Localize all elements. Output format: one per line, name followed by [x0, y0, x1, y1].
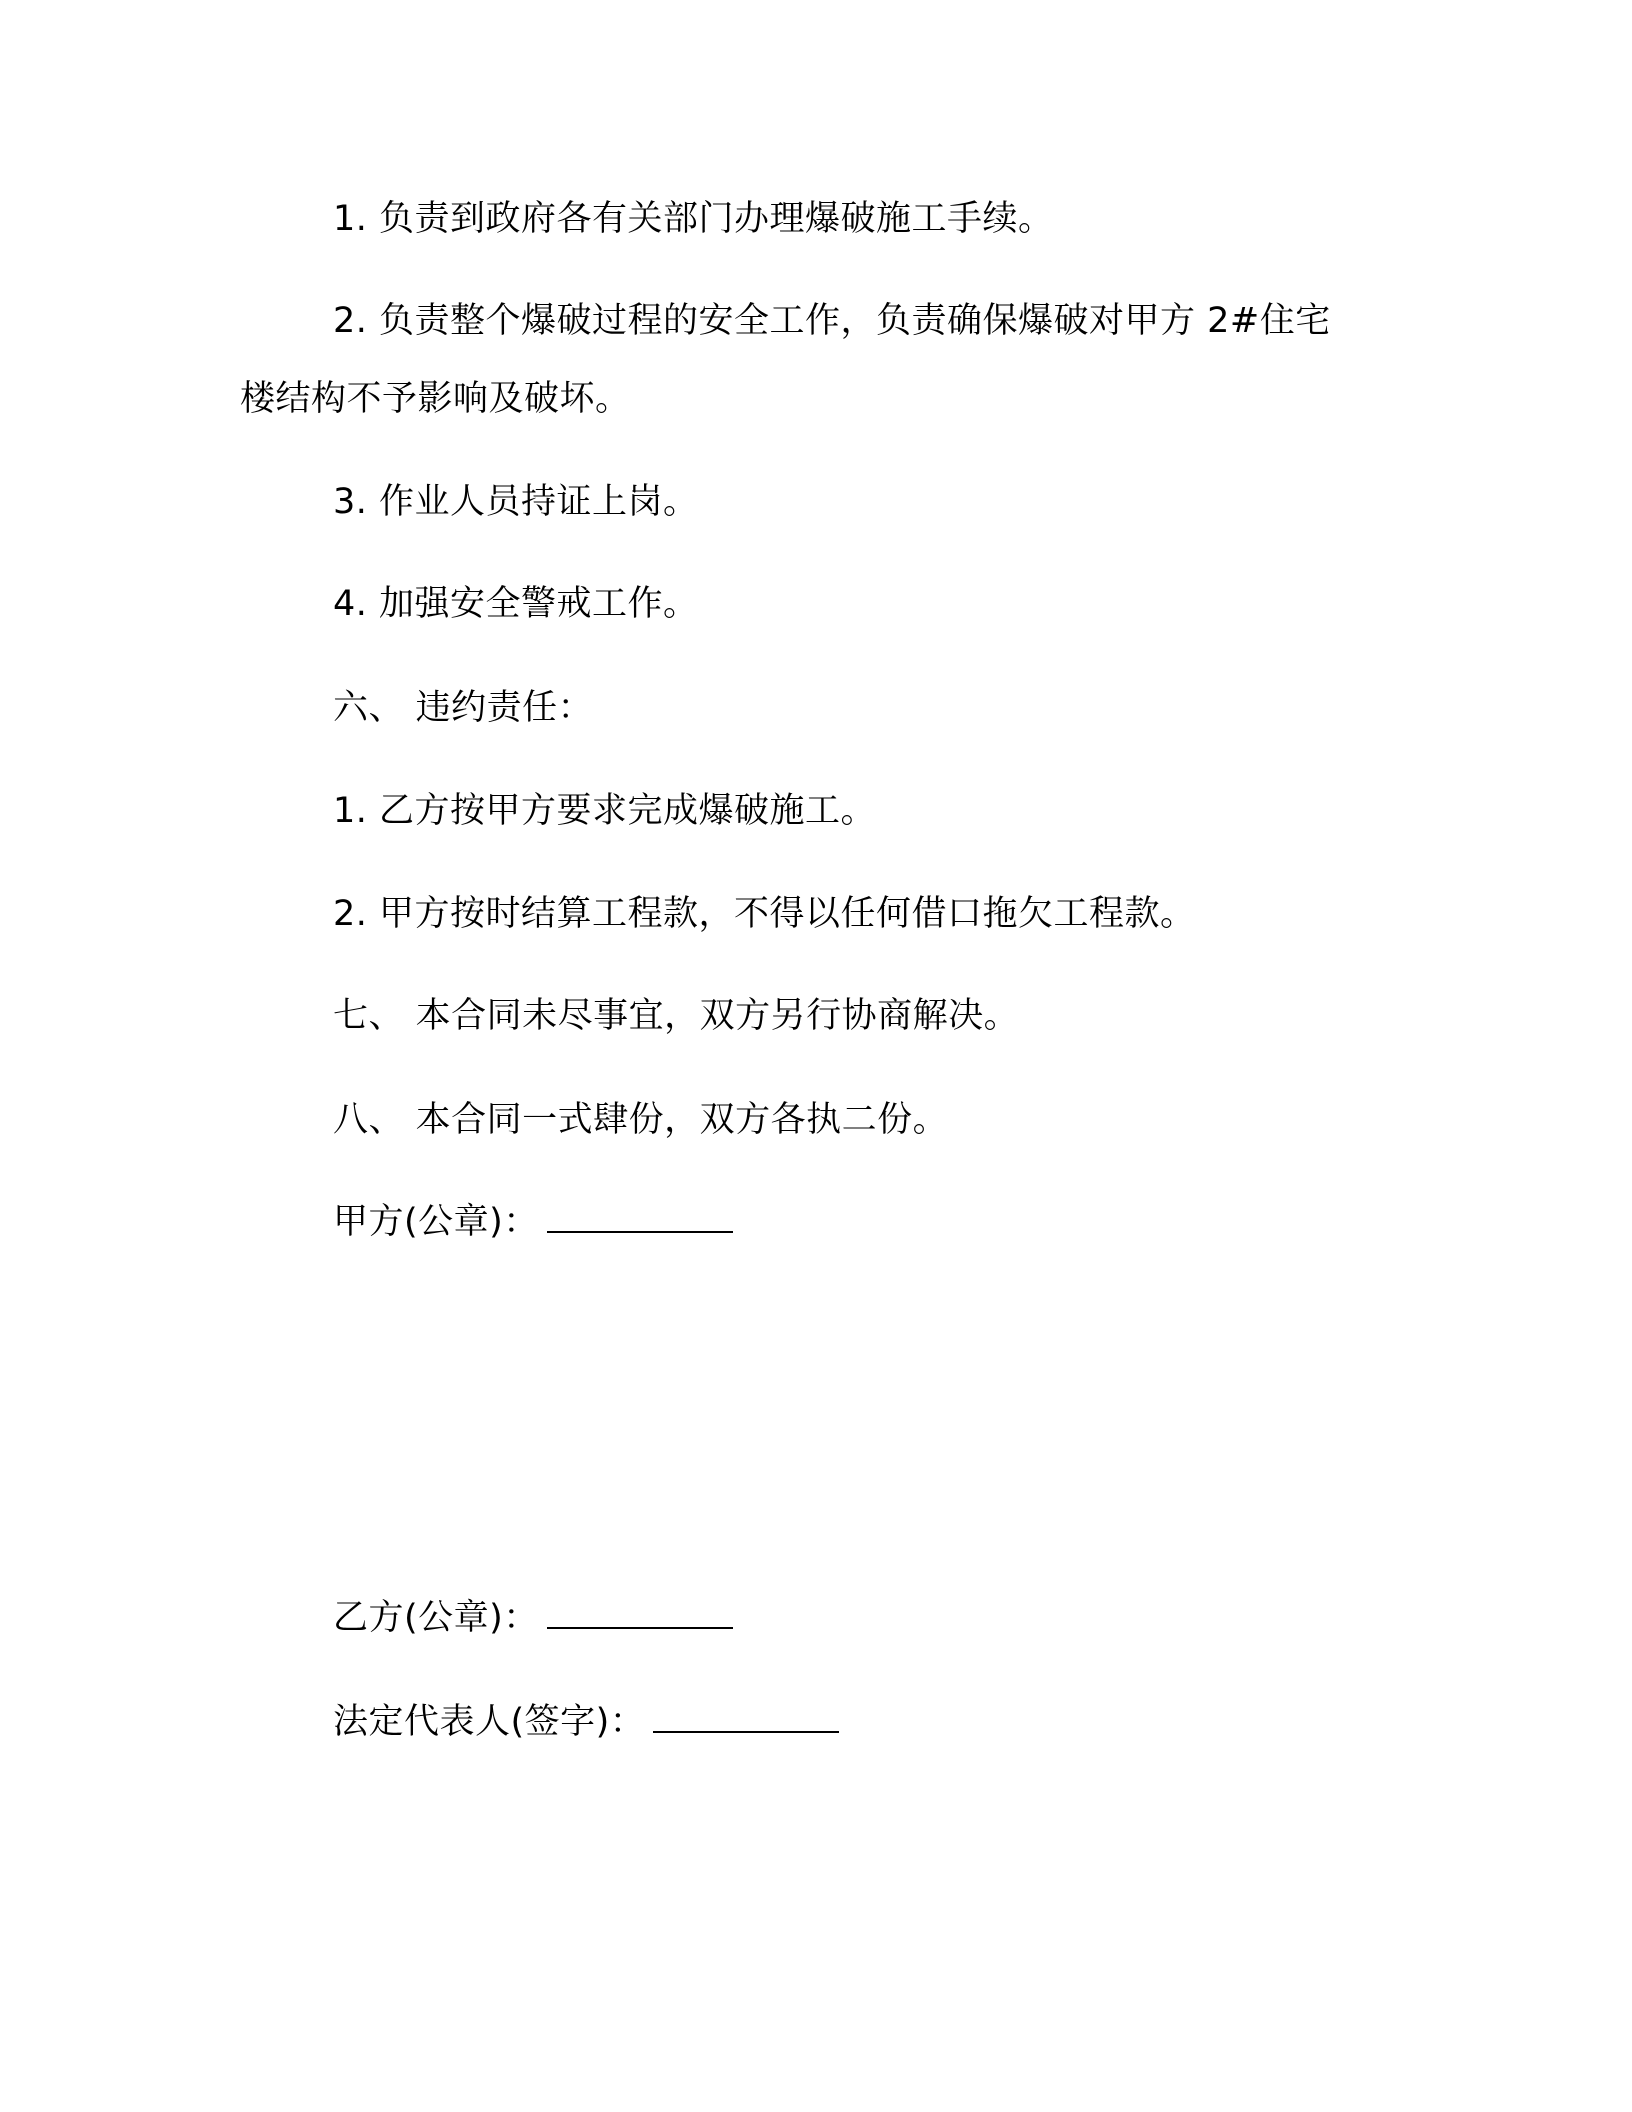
party-a-signature [333, 1200, 733, 1244]
breach-item-1: 1. 乙方按甲方要求完成爆破施工。 [333, 791, 877, 831]
party-b-label: 乙方(公章)： [333, 1598, 539, 1638]
clause-eight: 八、 本合同一式肆份，双方各执二份。 [333, 1100, 949, 1140]
clause-seven: 七、 本合同未尽事宜，双方另行协商解决。 [333, 996, 1020, 1036]
party-b-signature [333, 1596, 733, 1640]
party-b-blank-line [547, 1597, 733, 1629]
legal-rep-signature [333, 1700, 839, 1744]
paragraph-1: 1. 负责到政府各有关部门办理爆破施工手续。 [333, 199, 1054, 239]
section-heading-breach: 六、 违约责任： [333, 688, 594, 728]
paragraph-2-continued: 楼结构不予影响及破坏。 [240, 379, 631, 419]
legal-rep-blank-line [653, 1701, 839, 1733]
breach-item-2: 2. 甲方按时结算工程款，不得以任何借口拖欠工程款。 [333, 894, 1196, 934]
legal-rep-label: 法定代表人(签字)： [333, 1702, 646, 1742]
paragraph-2: 2. 负责整个爆破过程的安全工作，负责确保爆破对甲方 2#住宅 [333, 301, 1331, 341]
party-a-label: 甲方(公章)： [333, 1202, 539, 1242]
paragraph-3: 3. 作业人员持证上岗。 [333, 482, 699, 522]
party-a-blank-line [547, 1201, 733, 1233]
paragraph-4: 4. 加强安全警戒工作。 [333, 584, 699, 624]
